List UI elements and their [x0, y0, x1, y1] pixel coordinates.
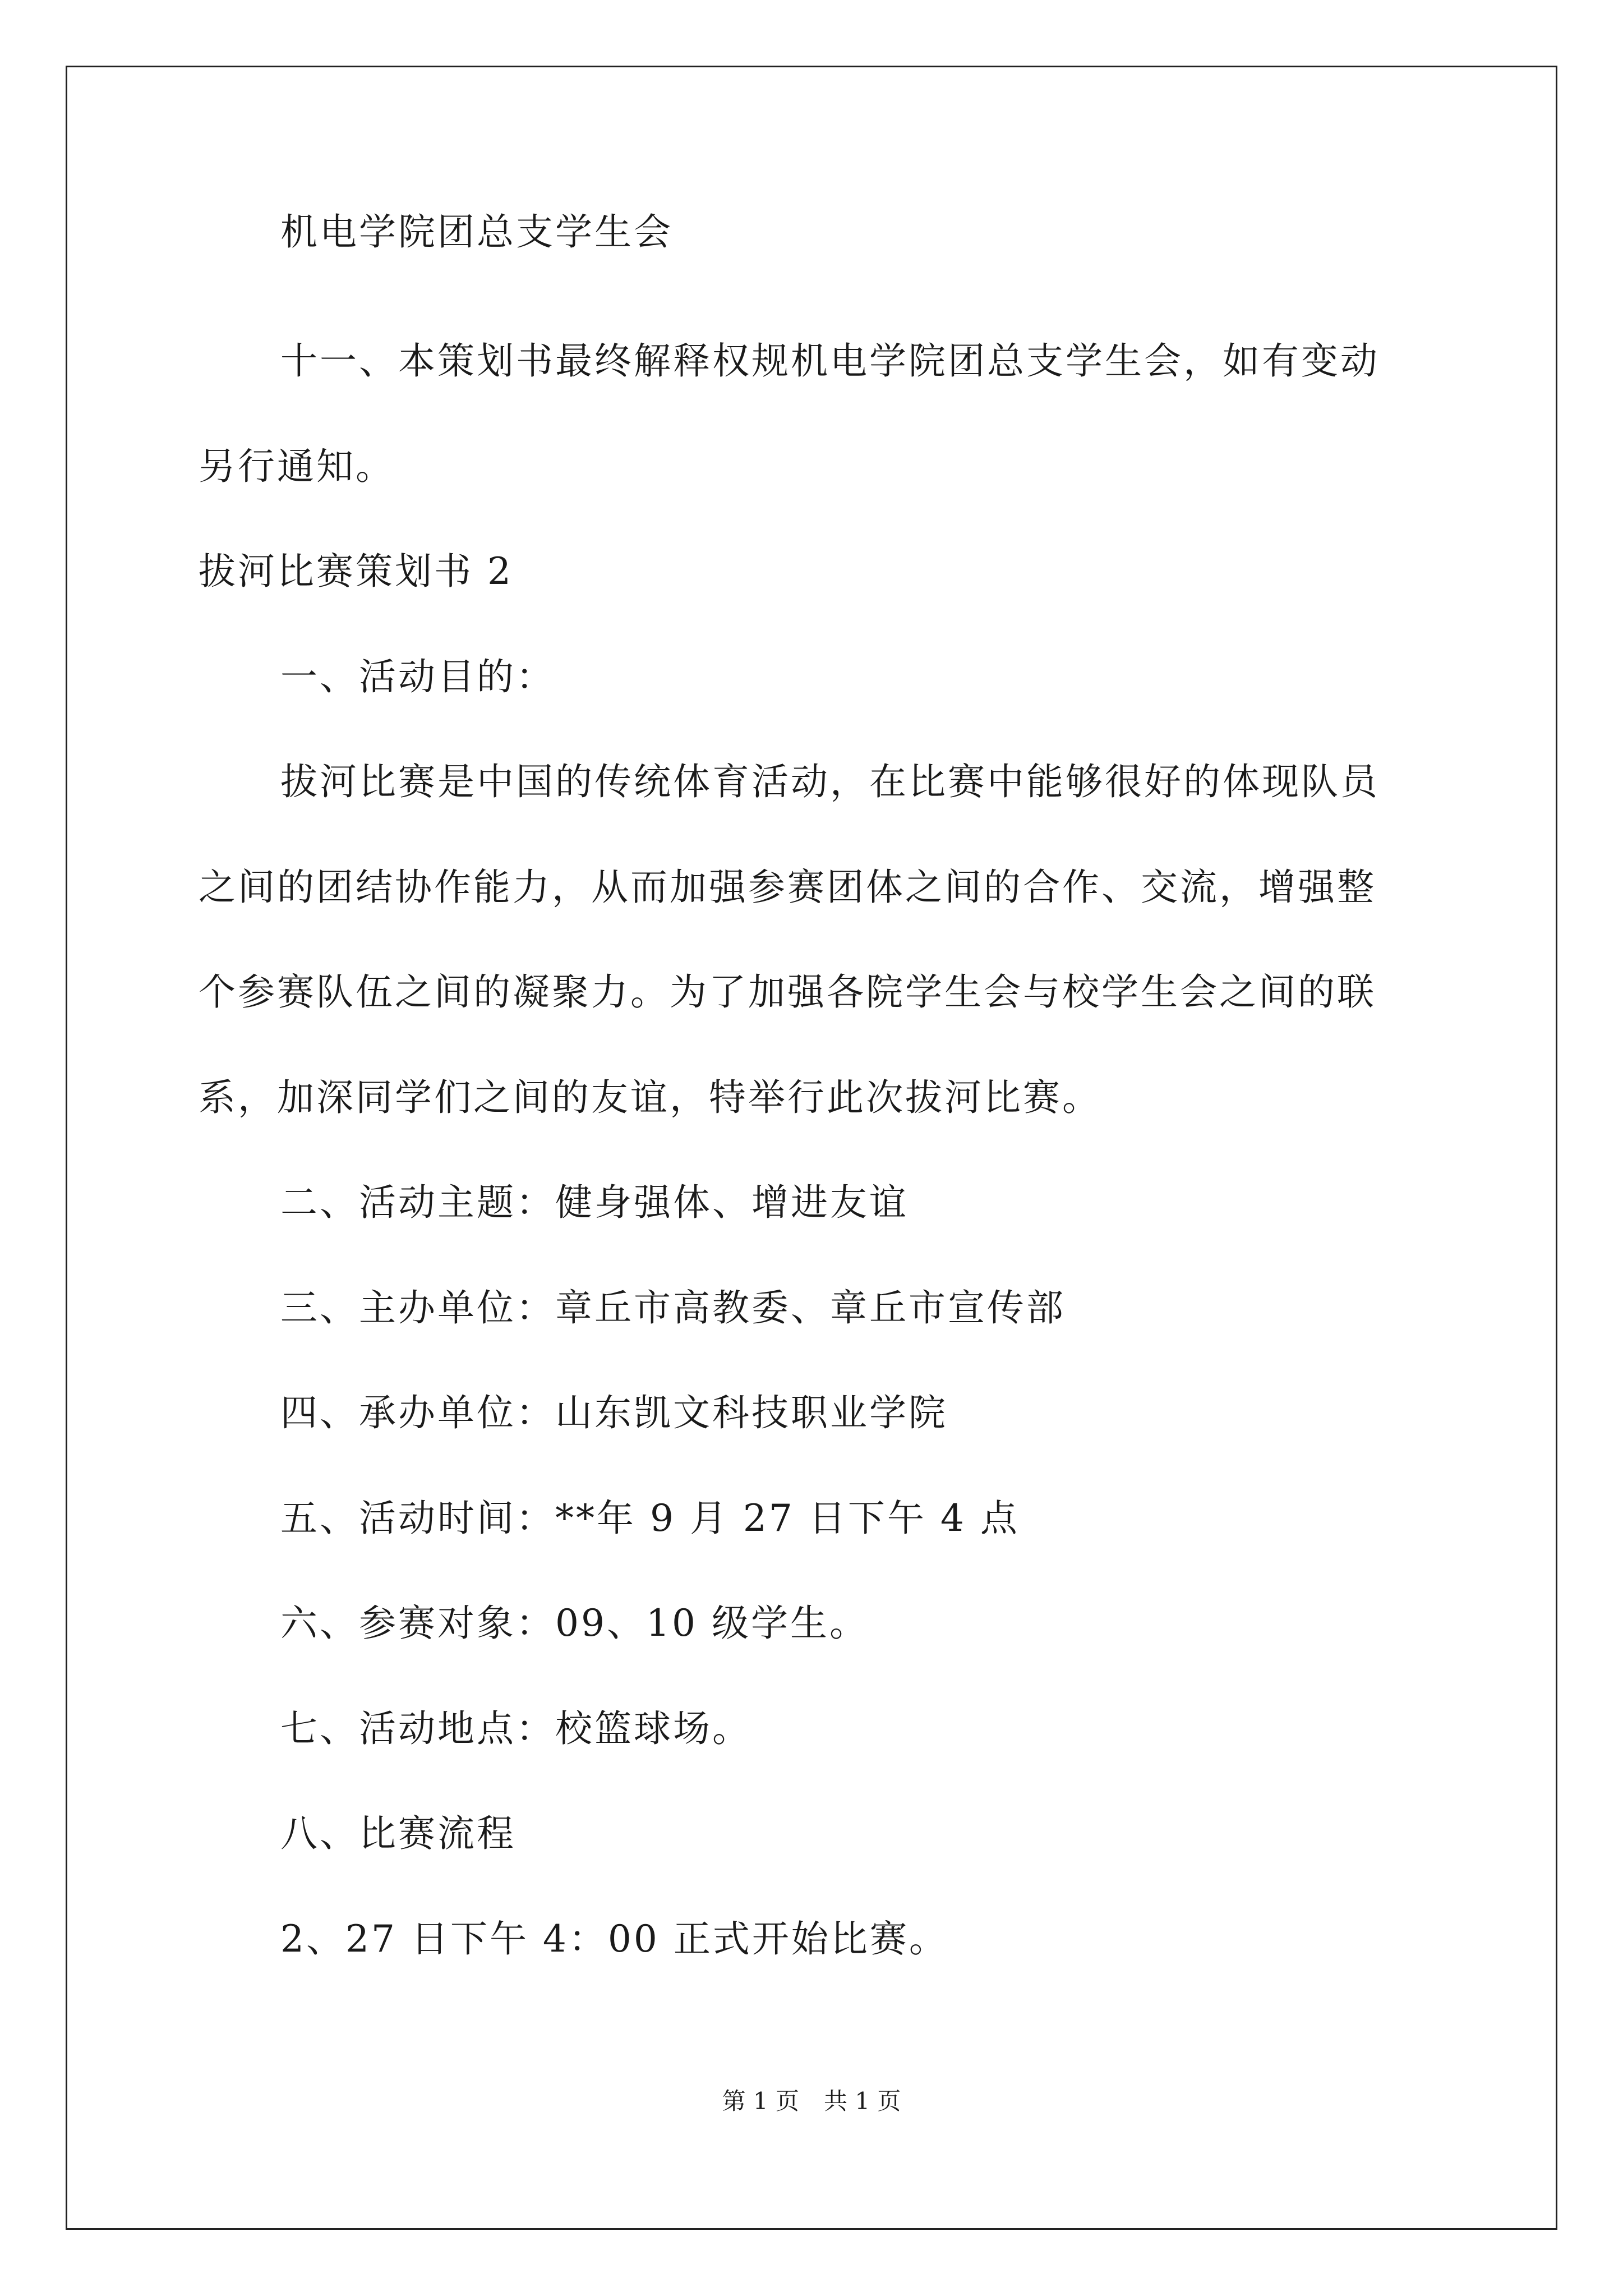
list-item: 三、主办单位：章丘市高教委、章丘市宣传部: [280, 1286, 1066, 1329]
list-item: 四、承办单位：山东凯文科技职业学院: [280, 1391, 948, 1434]
paragraph-line: 拔河比赛是中国的传统体育活动，在比赛中能够很好的体现队员: [280, 760, 1380, 803]
page-number-total: 共 1 页: [824, 2087, 901, 2115]
heading-line: 一、活动目的：: [280, 655, 555, 698]
list-item: 五、活动时间：**年 9 月 27 日下午 4 点: [280, 1497, 1020, 1540]
section-title: 拔河比赛策划书 2: [199, 550, 513, 593]
paragraph-line: 另行通知。: [199, 445, 395, 488]
page-footer: [0, 2086, 1623, 2117]
paragraph-line: 个参赛队伍之间的凝聚力。为了加强各院学生会与校学生会之间的联: [199, 970, 1376, 1014]
list-item: 二、活动主题：健身强体、增进友谊: [280, 1181, 909, 1224]
page-number-current: 第 1 页: [722, 2087, 799, 2115]
paragraph-line: 十一、本策划书最终解释权规机电学院团总支学生会，如有变动: [280, 339, 1380, 383]
paragraph-line: 之间的团结协作能力，从而加强参赛团体之间的合作、交流，增强整: [199, 866, 1376, 909]
list-item: 七、活动地点：校篮球场。: [280, 1707, 751, 1750]
paragraph-line: 系，加深同学们之间的友谊，特举行此次拔河比赛。: [199, 1076, 1101, 1119]
list-item: 六、参赛对象：09、10 级学生。: [280, 1602, 869, 1645]
list-item: 八、比赛流程: [280, 1812, 516, 1855]
list-item: 2、27 日下午 4：00 正式开始比赛。: [280, 1917, 948, 1961]
org-signature: 机电学院团总支学生会: [280, 210, 673, 254]
